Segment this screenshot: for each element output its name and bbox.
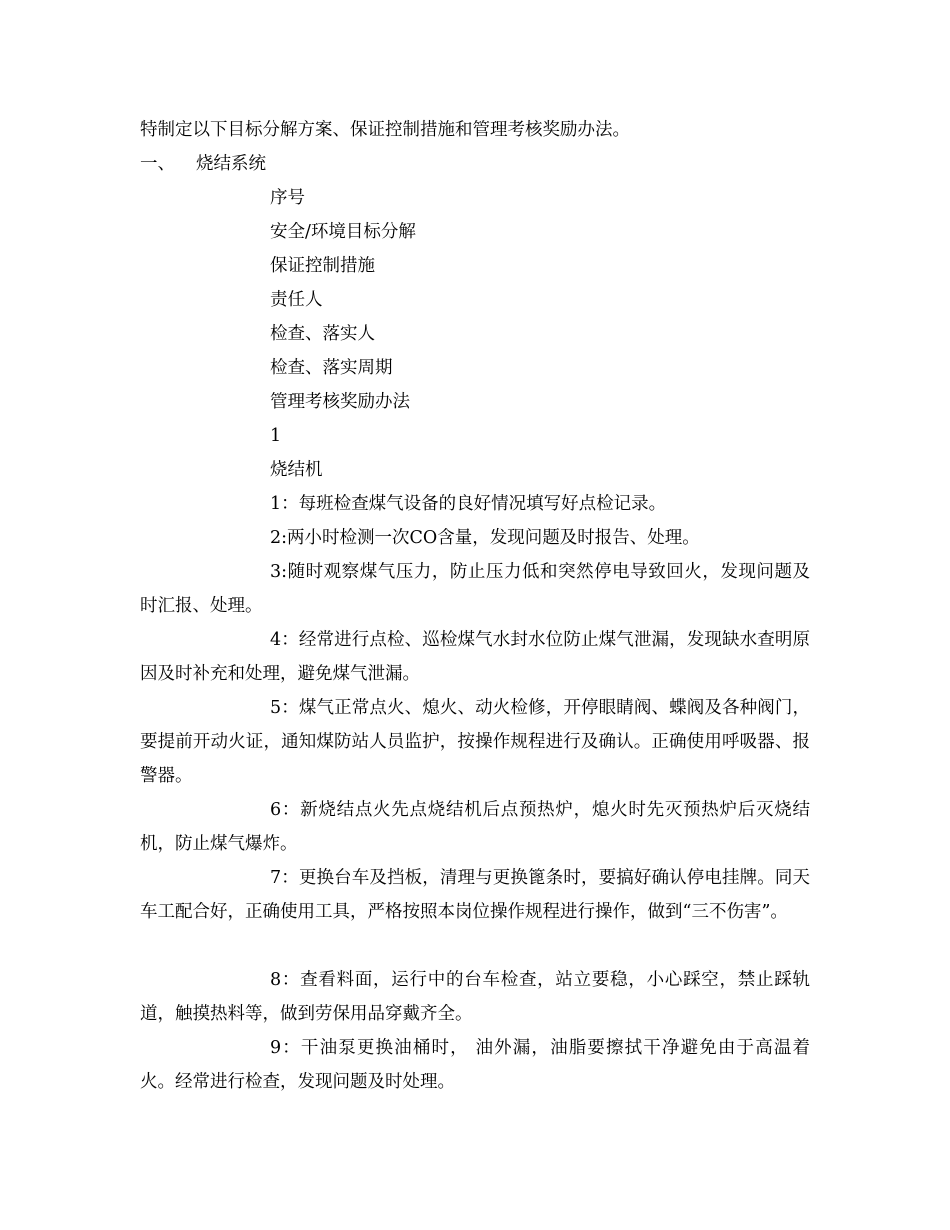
measure-5: 5：煤气正常点火、熄火、动火检修，开停眼睛阀、蝶阀及各种阀门，要提前开动火证，通知煤防站人员监护，按操作规程进行及确认。正确使用呼吸器、报警器。 xyxy=(140,698,810,786)
intro-text: 特制定以下目标分解方案、保证控制措施和管理考核奖励办法。 xyxy=(140,120,630,140)
table-header-responsible: 责任人 xyxy=(270,290,323,310)
measure-1: 1：每班检查煤气设备的良好情况填写好点检记录。 xyxy=(270,494,667,514)
section-title: 烧结系统 xyxy=(196,154,266,174)
measure-8: 8：查看料面，运行中的台车检查，站立要稳，小心踩空，禁止踩轨道，触摸热料等，做到劳保用品穿戴齐全。 xyxy=(140,970,810,1024)
measure-9: 9：干油泵更换油桶时， 油外漏，油脂要擦拭干净避免由于高温着火。经常进行检查，发现问题及时处理。 xyxy=(140,1038,810,1092)
measure-7: 7：更换台车及挡板，清理与更换篦条时，要搞好确认停电挂牌。同天车工配合好，正确使用工具，严格按照本岗位操作规程进行操作，做到“三不伤害”。 xyxy=(140,868,810,922)
measure-4: 4：经常进行点检、巡检煤气水封水位防止煤气泄漏，发现缺水查明原因及时补充和处理，避免煤气泄漏。 xyxy=(140,630,810,684)
table-header-measures: 保证控制措施 xyxy=(270,256,375,276)
row-item: 烧结机 xyxy=(270,460,323,480)
measure-2: 2:两小时检测一次CO含量，发现问题及时报告、处理。 xyxy=(270,528,700,548)
table-header-index: 序号 xyxy=(270,188,305,208)
row-index: 1 xyxy=(270,426,282,446)
measure-3: 3:随时观察煤气压力，防止压力低和突然停电导致回火，发现问题及时汇报、处理。 xyxy=(140,562,810,616)
table-header-target: 安全/环境目标分解 xyxy=(270,222,416,242)
table-header-inspector: 检查、落实人 xyxy=(270,324,375,344)
measure-6: 6：新烧结点火先点烧结机后点预热炉，熄火时先灭预热炉后灭烧结机，防止煤气爆炸。 xyxy=(140,800,810,854)
section-number: 一、 xyxy=(140,154,175,174)
table-header-period: 检查、落实周期 xyxy=(270,358,393,378)
section-heading xyxy=(140,152,266,176)
table-header-reward: 管理考核奖励办法 xyxy=(270,392,410,412)
